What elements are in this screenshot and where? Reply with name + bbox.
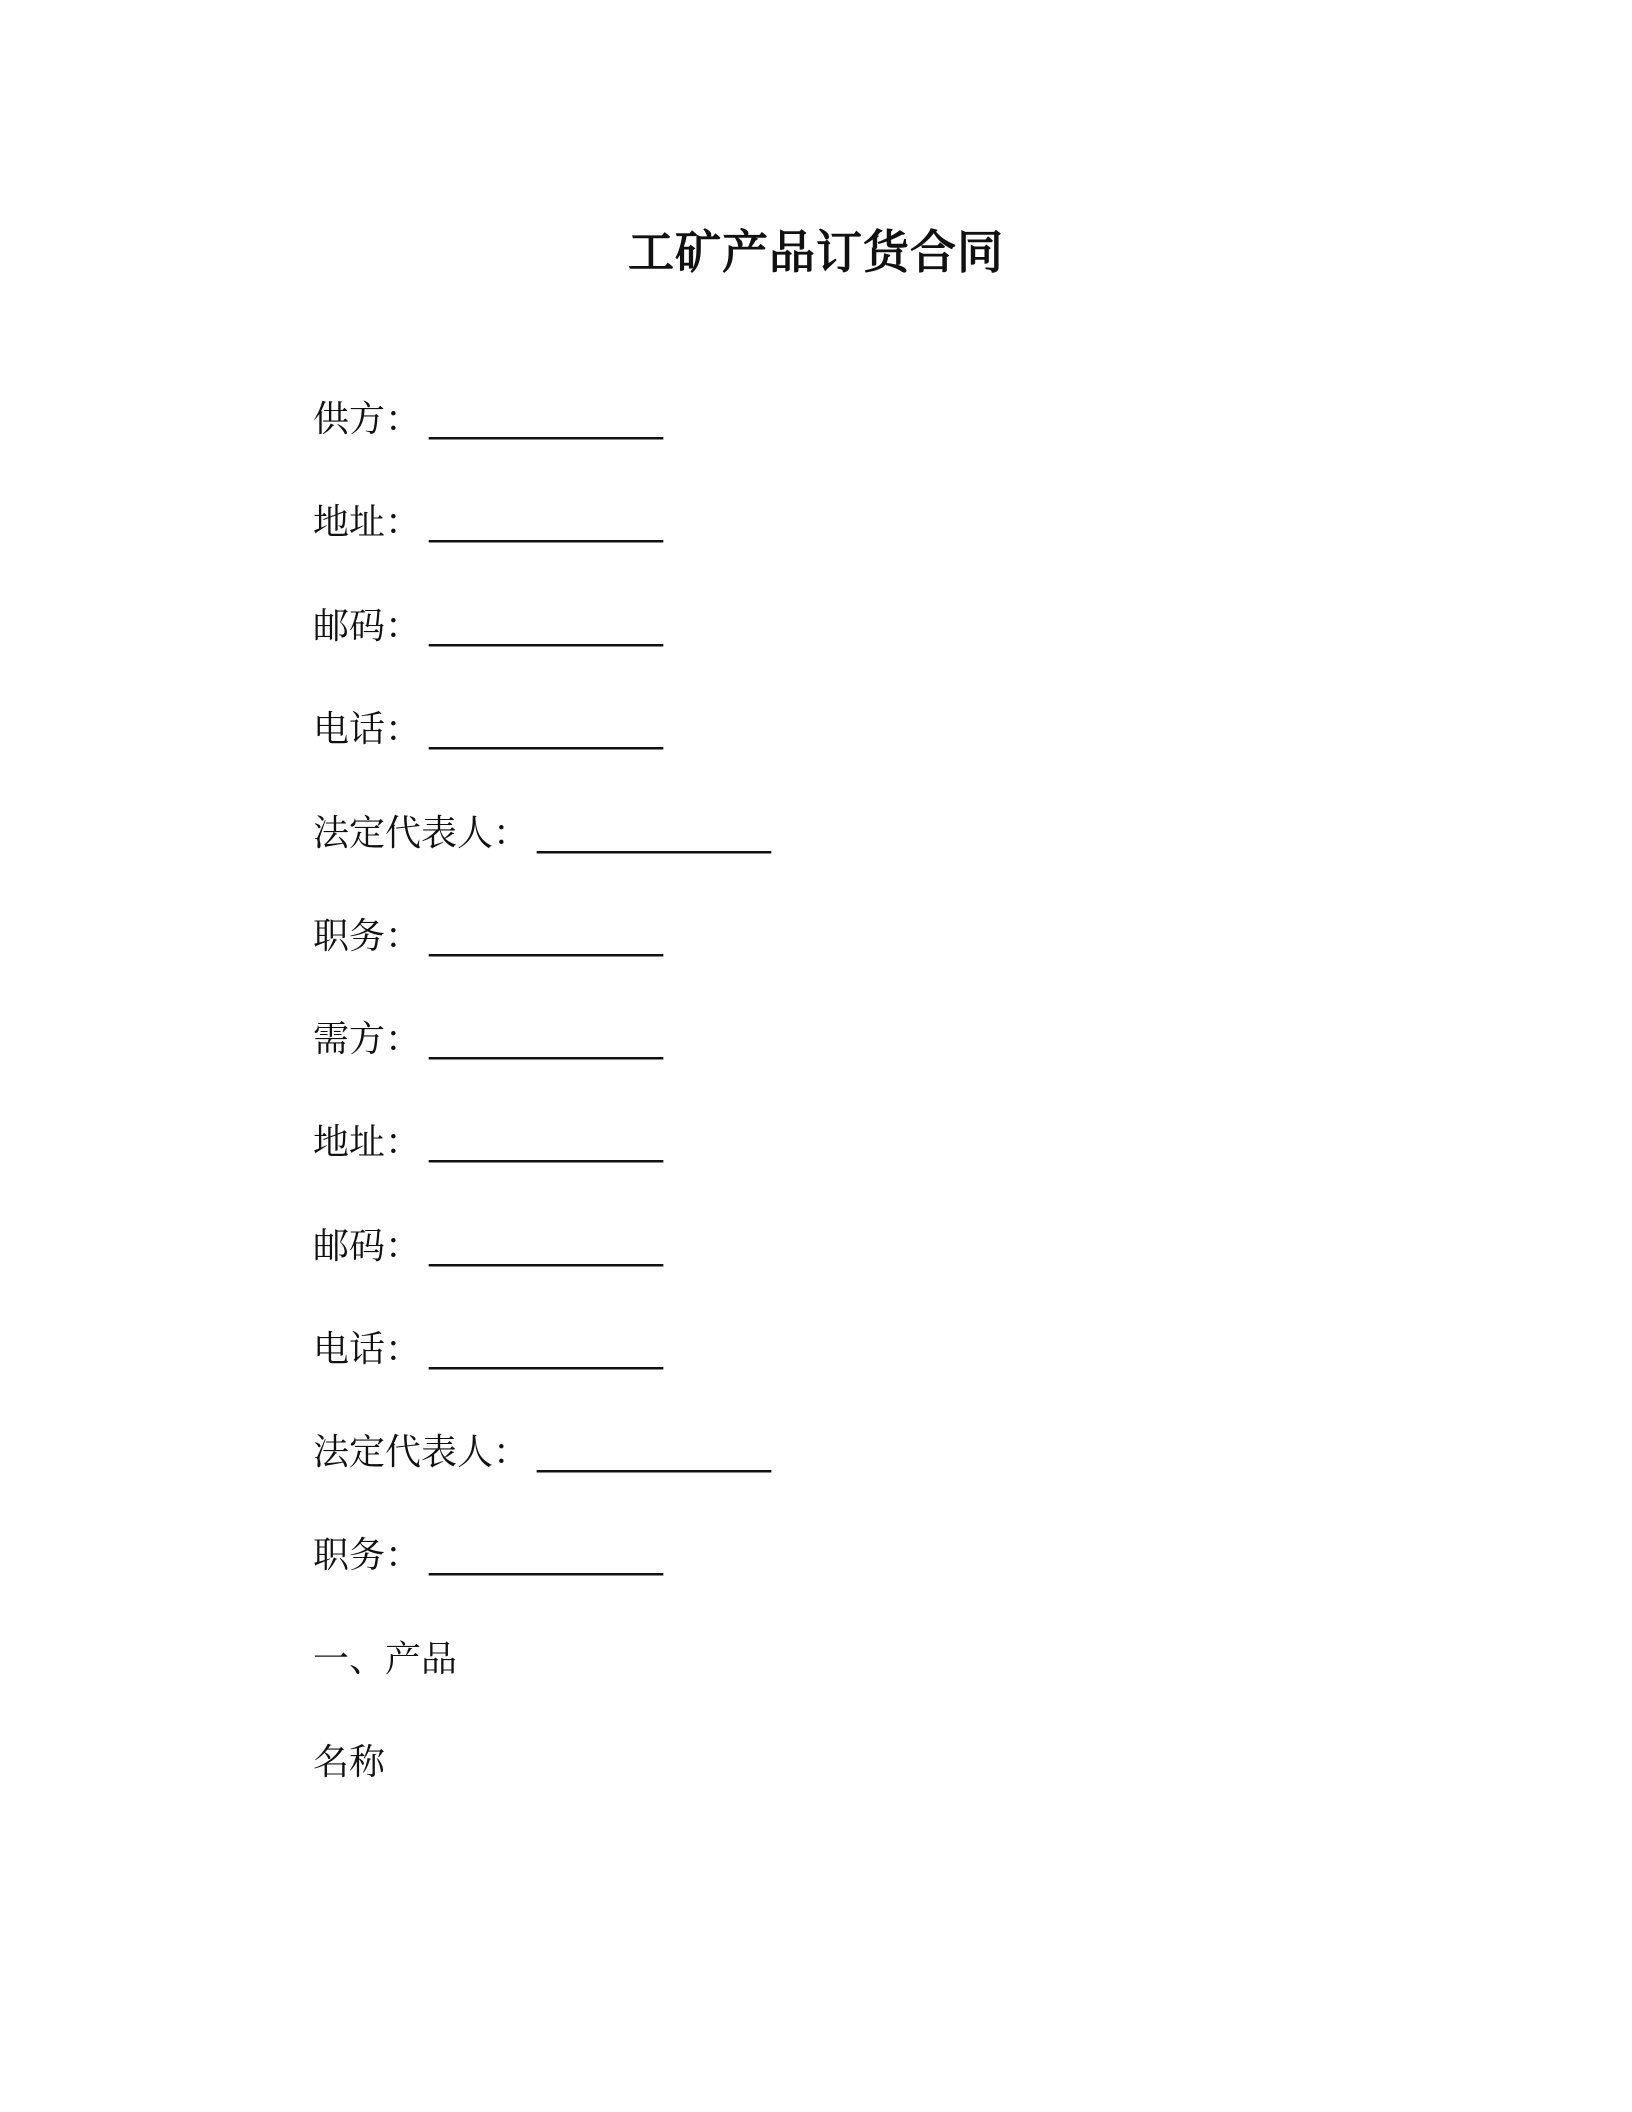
field-label: 电话： xyxy=(313,1329,422,1370)
field-blank: _____________ xyxy=(429,1535,664,1576)
field-supplier-phone xyxy=(313,706,663,754)
field-label: 邮码： xyxy=(313,606,422,647)
field-blank: _____________ xyxy=(429,1329,664,1370)
field-label: 职务： xyxy=(313,1535,422,1576)
field-label: 电话： xyxy=(313,709,422,750)
field-blank: _____________ xyxy=(537,1432,772,1473)
field-blank: _____________ xyxy=(429,1019,664,1060)
field-buyer xyxy=(313,1016,663,1064)
field-blank: _____________ xyxy=(429,502,664,543)
field-blank: _____________ xyxy=(537,813,772,854)
sub-heading-name: 名称 xyxy=(313,1742,386,1783)
field-buyer-address xyxy=(313,1119,663,1167)
field-supplier-address xyxy=(313,499,663,547)
field-buyer-postcode xyxy=(313,1223,663,1271)
field-blank: _____________ xyxy=(429,1122,664,1163)
field-buyer-position xyxy=(313,1532,663,1580)
field-supplier-legal-representative xyxy=(313,810,771,858)
field-label: 法定代表人： xyxy=(313,813,530,854)
field-blank: _____________ xyxy=(429,606,664,647)
field-buyer-phone xyxy=(313,1326,663,1374)
field-supplier-position xyxy=(313,913,663,961)
field-blank: _____________ xyxy=(429,709,664,750)
field-label: 法定代表人： xyxy=(313,1432,530,1473)
field-blank: _____________ xyxy=(429,399,664,440)
field-supplier xyxy=(313,396,663,444)
field-label: 职务： xyxy=(313,916,422,957)
field-label: 供方： xyxy=(313,399,422,440)
section-heading-products: 一、产品 xyxy=(313,1639,458,1680)
field-label: 地址： xyxy=(313,502,422,543)
field-label: 需方： xyxy=(313,1019,422,1060)
field-label: 邮码： xyxy=(313,1226,422,1267)
field-blank: _____________ xyxy=(429,916,664,957)
field-buyer-legal-representative xyxy=(313,1429,771,1477)
field-label: 地址： xyxy=(313,1122,422,1163)
field-blank: _____________ xyxy=(429,1226,664,1267)
document-title: 工矿产品订货合同 xyxy=(628,225,1004,279)
field-supplier-postcode xyxy=(313,603,663,651)
